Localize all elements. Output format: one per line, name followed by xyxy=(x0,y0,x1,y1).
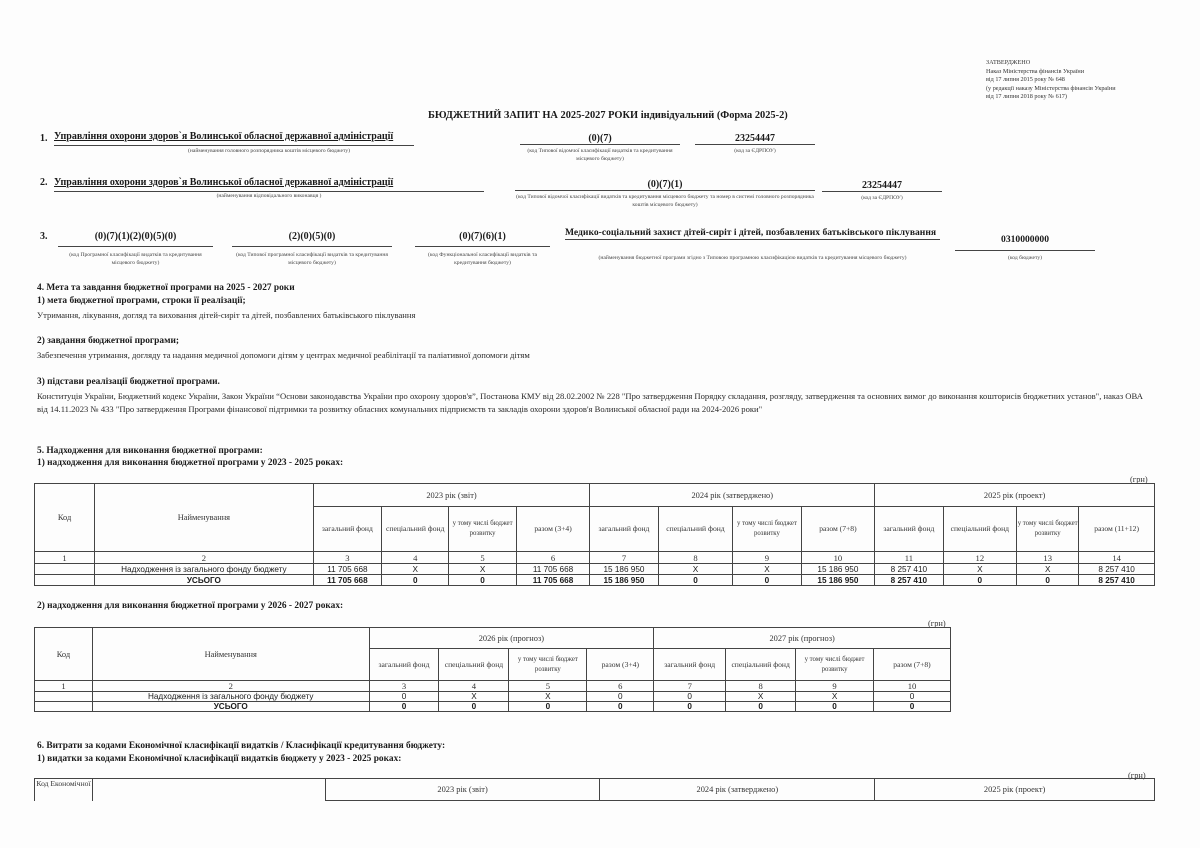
subcol-header: разом (3+4) xyxy=(516,507,590,552)
table2-unit: (грн) xyxy=(928,619,946,628)
col-number: 8 xyxy=(726,681,796,692)
row-code xyxy=(35,702,93,712)
col-number: 3 xyxy=(369,681,439,692)
approval-line: Наказ Міністерства фінансів України xyxy=(986,67,1085,75)
section1-name-caption: (найменування головного розпорядника коштів місцевого бюджету) xyxy=(188,148,350,154)
col-number: 10 xyxy=(801,552,875,564)
col-header-name: Найменування xyxy=(95,484,314,552)
col-number: 2 xyxy=(95,552,314,564)
cell: X xyxy=(509,692,587,702)
year-header: 2025 рік (проект) xyxy=(875,779,1155,801)
subcol-header: загальний фонд xyxy=(369,649,439,681)
cell: 15 186 950 xyxy=(590,575,658,586)
col-header-econ-code: Код Економічної xyxy=(35,779,93,801)
typical-program-code: (2)(0)(5)(0) xyxy=(232,231,392,247)
col-header-name xyxy=(92,779,325,801)
cell: 0 xyxy=(874,692,951,702)
cell: 15 186 950 xyxy=(590,564,658,575)
section6-sub1-heading: 1) видатки за кодами Економічної класифікації видатків бюджету у 2023 - 2025 роках: xyxy=(37,754,402,764)
col-number: 9 xyxy=(733,552,801,564)
row-name: УСЬОГО xyxy=(95,575,314,586)
section1-name: Управління охорони здоров`я Волинської обласної державної адміністрації xyxy=(54,131,394,142)
expenses-table-2023-2025 xyxy=(34,778,1155,801)
cell: X xyxy=(733,564,801,575)
year-header: 2023 рік (звіт) xyxy=(325,779,600,801)
col-number: 10 xyxy=(874,681,951,692)
col-number: 4 xyxy=(439,681,509,692)
cell: X xyxy=(1017,564,1079,575)
col-number: 1 xyxy=(35,681,93,692)
budget-code: 0310000000 xyxy=(955,234,1095,251)
subcol-header: загальний фонд xyxy=(875,507,943,552)
section1-code-caption: (код Типової відомчої класифікації видатків та кредитування місцевого бюджету) xyxy=(527,148,673,162)
row-name: Надходження із загального фонду бюджету xyxy=(95,564,314,575)
revenue-table-2026-2027 xyxy=(34,627,951,712)
cell: 0 xyxy=(733,575,801,586)
subcol-header: у тому числі бюджет розвитку xyxy=(449,507,516,552)
section1-code: (0)(7) xyxy=(520,133,680,145)
table3-unit: (грн) xyxy=(1128,771,1146,780)
col-number: 14 xyxy=(1079,552,1155,564)
goal-text: Утримання, лікування, догляд та виховання дітей-сиріт та дітей, позбавлених батьківського піклування xyxy=(37,310,416,320)
cell: 11 705 668 xyxy=(516,575,590,586)
basis-text: Конституція України, Бюджетний кодекс України, Закон України “Основи законодавства України про охорону здоров'я”, Постанова КМУ від 28.02.2002 № 228 "Про затвердження Порядку складання, розгляду, затвердження та основних вимог до виконання кошторисів бюджетних установ", наказ ОВА від 14.11.2023 № 433 "Про затвердження Програми фінансової підтримки та розвитку обласних комунальних підприємств та закладів охорони здоров'я Волинської обласної ради на 2024-2026 роки" xyxy=(37,391,1143,414)
cell: 0 xyxy=(658,575,733,586)
section1-edrpou: 23254447 xyxy=(695,133,815,145)
cell: X xyxy=(439,692,509,702)
col-number: 4 xyxy=(382,552,449,564)
col-number: 13 xyxy=(1017,552,1079,564)
subcol-header: разом (3+4) xyxy=(587,649,654,681)
col-number: 8 xyxy=(658,552,733,564)
tasks-text: Забезпечення утримання, догляду та надання медичної допомоги дітям у центрах медичної реабілітації та паліативної допомоги дітям xyxy=(37,350,530,360)
cell: 0 xyxy=(369,702,439,712)
document-title: БЮДЖЕТНИЙ ЗАПИТ НА 2025-2027 РОКИ індивідуальний (Форма 2025-2) xyxy=(428,110,788,121)
row-name: УСЬОГО xyxy=(92,702,369,712)
subcol-header: разом (7+8) xyxy=(801,507,875,552)
section2-number: 2. xyxy=(40,177,48,188)
total-row xyxy=(35,702,951,712)
cell: 11 705 668 xyxy=(313,564,381,575)
functional-code-caption: (код Функціональної класифікації видатків та кредитування бюджету) xyxy=(428,252,537,266)
col-number: 2 xyxy=(92,681,369,692)
subcol-header: у тому числі бюджет розвитку xyxy=(733,507,801,552)
subcol-header: разом (7+8) xyxy=(874,649,951,681)
subcol-header: у тому числі бюджет розвитку xyxy=(796,649,874,681)
col-number: 12 xyxy=(943,552,1017,564)
col-number: 1 xyxy=(35,552,95,564)
subcol-header: у тому числі бюджет розвитку xyxy=(509,649,587,681)
cell: X xyxy=(943,564,1017,575)
section2-edrpou-caption: (код за ЄДРПОУ) xyxy=(861,195,903,201)
cell: 8 257 410 xyxy=(1079,564,1155,575)
cell: 0 xyxy=(874,702,951,712)
cell: 0 xyxy=(449,575,516,586)
col-number: 6 xyxy=(516,552,590,564)
col-header-name: Найменування xyxy=(92,628,369,681)
program-name-caption: (найменування бюджетної програми згідно з Типовою програмною класифікацією видатків та кредитування місцевого бюджету) xyxy=(598,255,907,261)
cell: 0 xyxy=(654,702,726,712)
goal-heading: 1) мета бюджетної програми, строки її реалізації; xyxy=(37,296,246,306)
subcol-header: загальний фонд xyxy=(654,649,726,681)
col-header-code: Код xyxy=(35,628,93,681)
cell: 0 xyxy=(369,692,439,702)
section4-heading: 4. Мета та завдання бюджетної програми на 2025 - 2027 роки xyxy=(37,283,295,293)
section2-name-caption: (найменування відповідального виконавця ) xyxy=(216,193,322,199)
tasks-heading: 2) завдання бюджетної програми; xyxy=(37,336,179,346)
subcol-header: разом (11+12) xyxy=(1079,507,1155,552)
cell: 0 xyxy=(943,575,1017,586)
cell: X xyxy=(449,564,516,575)
cell: 0 xyxy=(509,702,587,712)
program-name: Медико-соціальний захист дітей-сиріт і дітей, позбавлених батьківського піклування xyxy=(565,227,940,240)
year-header: 2026 рік (прогноз) xyxy=(369,628,654,649)
cell: X xyxy=(382,564,449,575)
cell: 8 257 410 xyxy=(1079,575,1155,586)
typical-program-code-caption: (код Типової програмної класифікації видатків та кредитування місцевого бюджету) xyxy=(236,252,388,266)
cell: X xyxy=(658,564,733,575)
section2-edrpou: 23254447 xyxy=(822,180,942,192)
revenue-table-2023-2025 xyxy=(34,483,1155,586)
cell: 11 705 668 xyxy=(516,564,590,575)
program-code: (0)(7)(1)(2)(0)(5)(0) xyxy=(58,231,213,247)
approval-line: ЗАТВЕРДЖЕНО xyxy=(986,59,1031,66)
col-number: 9 xyxy=(796,681,874,692)
cell: 0 xyxy=(587,692,654,702)
year-header: 2023 рік (звіт) xyxy=(313,484,590,507)
subcol-header: спеціальний фонд xyxy=(382,507,449,552)
cell: X xyxy=(726,692,796,702)
year-header: 2024 рік (затверджено) xyxy=(600,779,875,801)
col-number: 7 xyxy=(654,681,726,692)
column-numbers-row xyxy=(35,681,951,692)
section5-sub1-heading: 1) надходження для виконання бюджетної програми у 2023 - 2025 роках: xyxy=(37,458,344,468)
budget-code-caption: (код бюджету) xyxy=(1007,255,1043,261)
subcol-header: спеціальний фонд xyxy=(439,649,509,681)
cell: 15 186 950 xyxy=(801,575,875,586)
subcol-header: спеціальний фонд xyxy=(943,507,1017,552)
approval-line: від 17 липня 2015 року № 648 xyxy=(986,76,1065,84)
approval-line: (у редакції наказу Міністерства фінансів України xyxy=(986,84,1116,92)
section3-number: 3. xyxy=(40,231,48,242)
cell: 11 705 668 xyxy=(313,575,381,586)
cell: 15 186 950 xyxy=(801,564,875,575)
basis-heading: 3) підстави реалізації бюджетної програми. xyxy=(37,377,220,387)
row-code xyxy=(35,564,95,575)
year-header: 2025 рік (проект) xyxy=(875,484,1155,507)
cell: 0 xyxy=(796,702,874,712)
section5-heading: 5. Надходження для виконання бюджетної програми: xyxy=(37,446,263,456)
column-numbers-row xyxy=(35,552,1155,564)
cell: 8 257 410 xyxy=(875,564,943,575)
program-code-caption: (код Програмної класифікації видатків та кредитування місцевого бюджету) xyxy=(69,252,202,266)
cell: 0 xyxy=(654,692,726,702)
subcol-header: у тому числі бюджет розвитку xyxy=(1017,507,1079,552)
cell: 0 xyxy=(1017,575,1079,586)
section2-code-caption: (код Типової відомчої класифікації видатків та кредитування місцевого бюджету та номер в системі головного розпорядника коштів місцевого бюджету) xyxy=(516,194,814,208)
cell: 0 xyxy=(439,702,509,712)
section1-edrpou-caption: (код за ЄДРПОУ) xyxy=(734,148,776,154)
cell: 0 xyxy=(382,575,449,586)
col-number: 7 xyxy=(590,552,658,564)
subcol-header: загальний фонд xyxy=(313,507,381,552)
year-header: 2027 рік (прогноз) xyxy=(654,628,951,649)
section1-underline xyxy=(54,145,414,146)
cell: 0 xyxy=(726,702,796,712)
row-code xyxy=(35,692,93,702)
section6-heading: 6. Витрати за кодами Економічної класифікації видатків / Класифікації кредитування бюджету: xyxy=(37,741,446,751)
functional-code: (0)(7)(6)(1) xyxy=(415,231,550,247)
approval-line: від 17 липня 2018 року № 617) xyxy=(986,93,1067,101)
year-header: 2024 рік (затверджено) xyxy=(590,484,875,507)
table-row xyxy=(35,564,1155,575)
col-number: 6 xyxy=(587,681,654,692)
table1-unit: (грн) xyxy=(1130,475,1148,484)
table-row xyxy=(35,692,951,702)
cell: 8 257 410 xyxy=(875,575,943,586)
row-name: Надходження із загального фонду бюджету xyxy=(92,692,369,702)
subcol-header: спеціальний фонд xyxy=(658,507,733,552)
subcol-header: загальний фонд xyxy=(590,507,658,552)
col-number: 5 xyxy=(449,552,516,564)
col-number: 5 xyxy=(509,681,587,692)
subcol-header: спеціальний фонд xyxy=(726,649,796,681)
row-code xyxy=(35,575,95,586)
section1-number: 1. xyxy=(40,133,48,144)
approval-block xyxy=(986,59,1116,102)
section2-name: Управління охорони здоров`я Волинської обласної державної адміністрації xyxy=(54,177,394,188)
col-header-code: Код xyxy=(35,484,95,552)
col-number: 3 xyxy=(313,552,381,564)
section5-sub2-heading: 2) надходження для виконання бюджетної програми у 2026 - 2027 роках: xyxy=(37,601,344,611)
total-row xyxy=(35,575,1155,586)
col-number: 11 xyxy=(875,552,943,564)
section2-code: (0)(7)(1) xyxy=(515,179,815,191)
cell: 0 xyxy=(587,702,654,712)
cell: X xyxy=(796,692,874,702)
